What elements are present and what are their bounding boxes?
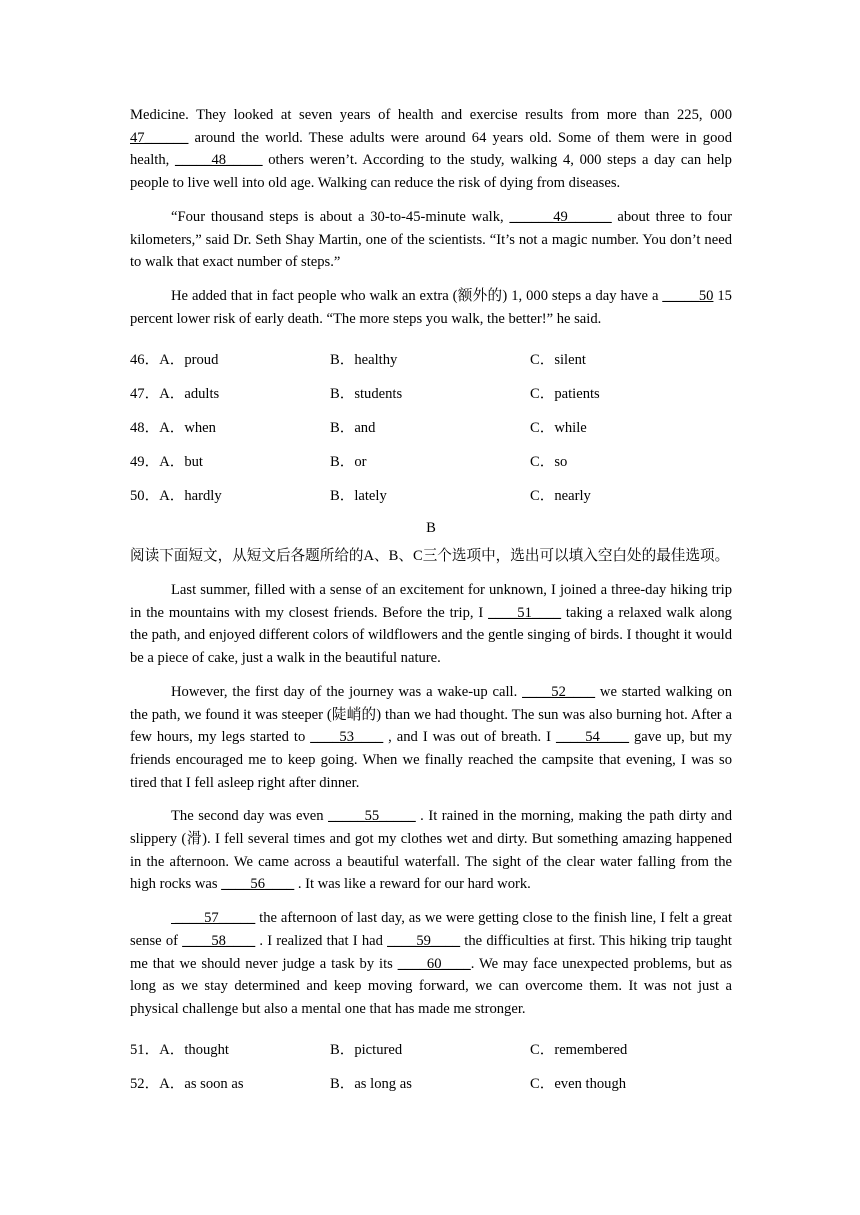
- option-a[interactable]: A．thought: [159, 1042, 229, 1059]
- question-number: 50．: [130, 487, 160, 504]
- question-number-and-option-a: [130, 1072, 330, 1093]
- question-options-row: [130, 409, 732, 443]
- passage-text: He added that in fact people who walk an extra (额外的) 1, 000 steps a day have a: [171, 287, 663, 304]
- passage-a-paragraph-2: [130, 206, 732, 274]
- option-a[interactable]: A．hardly: [159, 487, 222, 504]
- document-page: [130, 104, 732, 1100]
- passage-text: . It was like a reward for our hard work.: [294, 876, 531, 893]
- passage-b-paragraph-4: [130, 907, 732, 1021]
- answer-blank: ______49______: [509, 208, 612, 225]
- option-a[interactable]: A．adults: [159, 385, 220, 402]
- answer-blank: ____52____: [522, 683, 596, 700]
- passage-a-paragraph-3: [130, 285, 732, 330]
- option-c[interactable]: C．so: [530, 453, 568, 470]
- option-b[interactable]: B．pictured: [330, 1042, 403, 1059]
- passage-text: we started walking on the path, we found it was steeper (陡峭的) than we had thought. The sun was also burning hot. After a few hours, my legs started to: [130, 683, 732, 746]
- option-c[interactable]: C．silent: [530, 351, 586, 368]
- question-options-row: [130, 375, 732, 409]
- question-number-and-option-a: [130, 1038, 330, 1059]
- question-options-row: [130, 443, 732, 477]
- option-a[interactable]: A．as soon as: [159, 1076, 244, 1093]
- passage-b-paragraph-3: [130, 805, 732, 896]
- question-number: 52．: [130, 1076, 160, 1093]
- passage-a-paragraph-1: [130, 104, 732, 195]
- passage-text: Last summer, filled with a sense of an excitement for unknown, I joined a three-day hiking trip in the mountains with my closest friends. Before the trip, I: [130, 582, 732, 621]
- passage-b-paragraph-1: [130, 579, 732, 670]
- answer-blank: ____54____: [556, 729, 629, 746]
- options-b: [130, 1032, 732, 1100]
- passage-text: around the world. These adults were around 64 years old. Some of them were in good health,: [130, 129, 732, 169]
- question-number-and-option-a: [130, 450, 330, 471]
- answer-blank: _____55_____: [328, 808, 416, 825]
- option-c[interactable]: C．even though: [530, 1076, 627, 1093]
- option-b[interactable]: B．or: [330, 453, 367, 470]
- question-number-and-option-a: [130, 382, 330, 403]
- answer-blank: _____48_____: [175, 152, 263, 169]
- answer-blank: _____50: [662, 287, 714, 304]
- passage-text: taking a relaxed walk along the path, and enjoyed different colors of wildflowers and the gentle singing of birds. I thought it would be a piece of cake, just a walk in the beautiful nature.: [130, 604, 732, 667]
- answer-blank: ____60____: [397, 955, 471, 972]
- option-c[interactable]: C．patients: [530, 385, 600, 402]
- passage-b-paragraph-2: [130, 681, 732, 795]
- answer-blank: ____58____: [182, 932, 256, 949]
- passage-text: Medicine. They looked at seven years of health and exercise results from more than 225, 000: [130, 107, 732, 123]
- question-number: 49．: [130, 453, 160, 470]
- section-b-heading: B: [426, 520, 436, 537]
- section-b-instruction: 阅读下面短文，从短文后各题所给的A、B、C三个选项中，选出可以填入空白处的最佳选项。: [130, 548, 730, 565]
- option-a[interactable]: A．proud: [159, 351, 219, 368]
- passage-text: However, the first day of the journey was a wake-up call.: [171, 683, 523, 700]
- passage-text: gave up, but my friends encouraged me to keep going. When we finally reached the campsite that evening, I was so tired that I fell asleep right after dinner.: [130, 729, 732, 791]
- option-c[interactable]: C．nearly: [530, 487, 591, 504]
- question-number-and-option-a: [130, 484, 330, 505]
- question-number: 47．: [130, 385, 160, 402]
- option-b[interactable]: B．students: [330, 385, 403, 402]
- passage-text: The second day was even: [171, 808, 329, 825]
- passage-text: about three to four kilometers,” said Dr. Seth Shay Martin, one of the scientists. “It’s not a magic number. You don’t need to walk that exact number of steps.”: [130, 208, 732, 271]
- option-b[interactable]: B．as long as: [330, 1076, 412, 1093]
- question-number: 48．: [130, 419, 160, 436]
- question-number: 46．: [130, 351, 160, 368]
- question-number-and-option-a: [130, 416, 330, 437]
- question-options-row: [130, 1066, 732, 1100]
- question-options-row: [130, 1032, 732, 1066]
- options-a: [130, 341, 732, 511]
- question-number-and-option-a: [130, 348, 330, 369]
- question-options-row: [130, 341, 732, 375]
- passage-text: . I realized that I had: [255, 932, 388, 949]
- passage-text: the afternoon of last day, as we were getting close to the finish line, I felt a great sense of: [130, 910, 733, 949]
- passage-text: others weren’t. According to the study, walking 4, 000 steps a day can help people to live well into old age. Walking can reduce the risk of dying from diseases.: [130, 152, 732, 192]
- answer-blank: ____51____: [488, 604, 562, 621]
- passage-text: “Four thousand steps is about a 30-to-45-minute walk,: [171, 208, 510, 225]
- answer-blank: ____56____: [221, 876, 295, 893]
- question-options-row: [130, 477, 732, 511]
- option-a[interactable]: A．but: [159, 453, 203, 470]
- option-b[interactable]: B．lately: [330, 487, 387, 504]
- passage-text: , and I was out of breath. I: [383, 729, 557, 746]
- passage-text: the difficulties at first. This hiking trip taught me that we should never judge a task by its: [130, 932, 732, 972]
- option-b[interactable]: B．and: [330, 419, 376, 436]
- option-b[interactable]: B．healthy: [330, 351, 398, 368]
- answer-blank: ____53____: [310, 729, 384, 746]
- answer-blank: ____57_____: [171, 910, 256, 927]
- option-c[interactable]: C．while: [530, 419, 587, 436]
- answer-blank: ____59____: [387, 932, 461, 949]
- answer-blank: 47______: [130, 129, 189, 146]
- option-c[interactable]: C．remembered: [530, 1042, 628, 1059]
- option-a[interactable]: A．when: [159, 419, 216, 436]
- passage-text: . It rained in the morning, making the path dirty and slippery (滑). I fell several times and got my clothes wet and dirty. But something amazing happened in the afternoon. We came across a beautiful waterfall. The sight of the clear water falling from the high rocks was: [130, 808, 732, 893]
- passage-text: 15 percent lower risk of early death. “The more steps you walk, the better!” he said.: [130, 287, 732, 327]
- question-number: 51．: [130, 1042, 160, 1059]
- passage-text: . We may face unexpected problems, but as long as we stay determined and keep moving forward, we can overcome them. It was not just a physical challenge but also a mental one that has made me stronger.: [130, 955, 732, 1017]
